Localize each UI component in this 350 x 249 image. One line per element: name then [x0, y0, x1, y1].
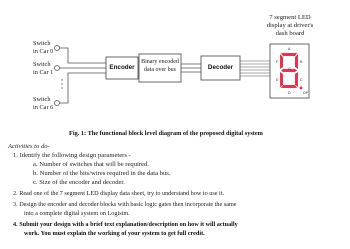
display-title: [256, 14, 324, 38]
segment-letter-d: D: [288, 91, 291, 95]
display-title-line3: dash board: [275, 30, 305, 37]
activity-item-3-line2: into a complete digital system on Logisim.: [24, 210, 130, 217]
segment-letter-dp: DP: [303, 91, 308, 95]
switch-6-line1: Switch: [33, 96, 51, 103]
activity-item-1: 1. Identify the following design parameters -: [13, 152, 131, 159]
figure-caption: Fig. 1: The functional block level diagram of the proposed digital system: [69, 130, 263, 137]
switch-circle-6: [55, 101, 60, 106]
switch-0-line1: Switch: [33, 40, 51, 47]
switch-6-line2: in Car 6: [33, 104, 54, 111]
switch-circle-1: [55, 66, 60, 71]
switch-label-car-0: [33, 40, 53, 56]
switch-label-car-1: [33, 61, 53, 77]
switch-1-line2: in Car 1: [33, 69, 54, 76]
display-title-line1: 7 segment LED: [269, 14, 311, 21]
activity-item-1a: a. Number of switches that will be required.: [33, 161, 149, 168]
activity-item-2: 2. Read one of the 7 segment LED display data sheet, try to understand how to use it.: [13, 190, 225, 197]
segment-letter-e: E: [276, 78, 279, 82]
segment-letter-c: C: [300, 78, 303, 82]
segment-letter-g: G: [288, 67, 291, 71]
display-title-line2: display at driver's: [266, 22, 314, 29]
bus-label-line2: data over bus: [144, 67, 176, 73]
switch-label-car-6: [33, 96, 53, 112]
switch-0-line2: in Car 0: [33, 48, 54, 55]
wire-switch-6: [60, 73, 107, 103]
activity-item-1b: b. Number of the bits/wires required in the data bus.: [33, 170, 171, 177]
segment-letter-f: F: [276, 60, 279, 64]
activity-item-1c: c. Size of the encoder and decoder.: [33, 179, 125, 186]
activity-item-4-line1: 4. Submit your design with a brief text explanation/description on how it will actually: [13, 221, 238, 228]
decoder-label: Decoder: [207, 64, 234, 71]
segment-letter-b: B: [300, 60, 303, 64]
bus-label: [139, 58, 181, 74]
wire-switch-0: [60, 48, 107, 63]
activities-heading: Activities to do-: [8, 143, 50, 150]
encoder-label: Encoder: [109, 64, 135, 71]
ellipsis-dots: [61, 79, 62, 88]
activity-item-4-line2: work. You must explain the working of your system to get full credit.: [24, 230, 205, 237]
bus-label-line1: Binary encoded: [141, 59, 179, 65]
activity-item-3-line1: 3. Design the encoder and decoder blocks with basic logic gates then incorporate the same: [13, 201, 237, 208]
switch-circle-0: [55, 46, 60, 51]
segment-letter-a: A: [288, 47, 291, 51]
switch-1-line1: Switch: [33, 61, 51, 68]
